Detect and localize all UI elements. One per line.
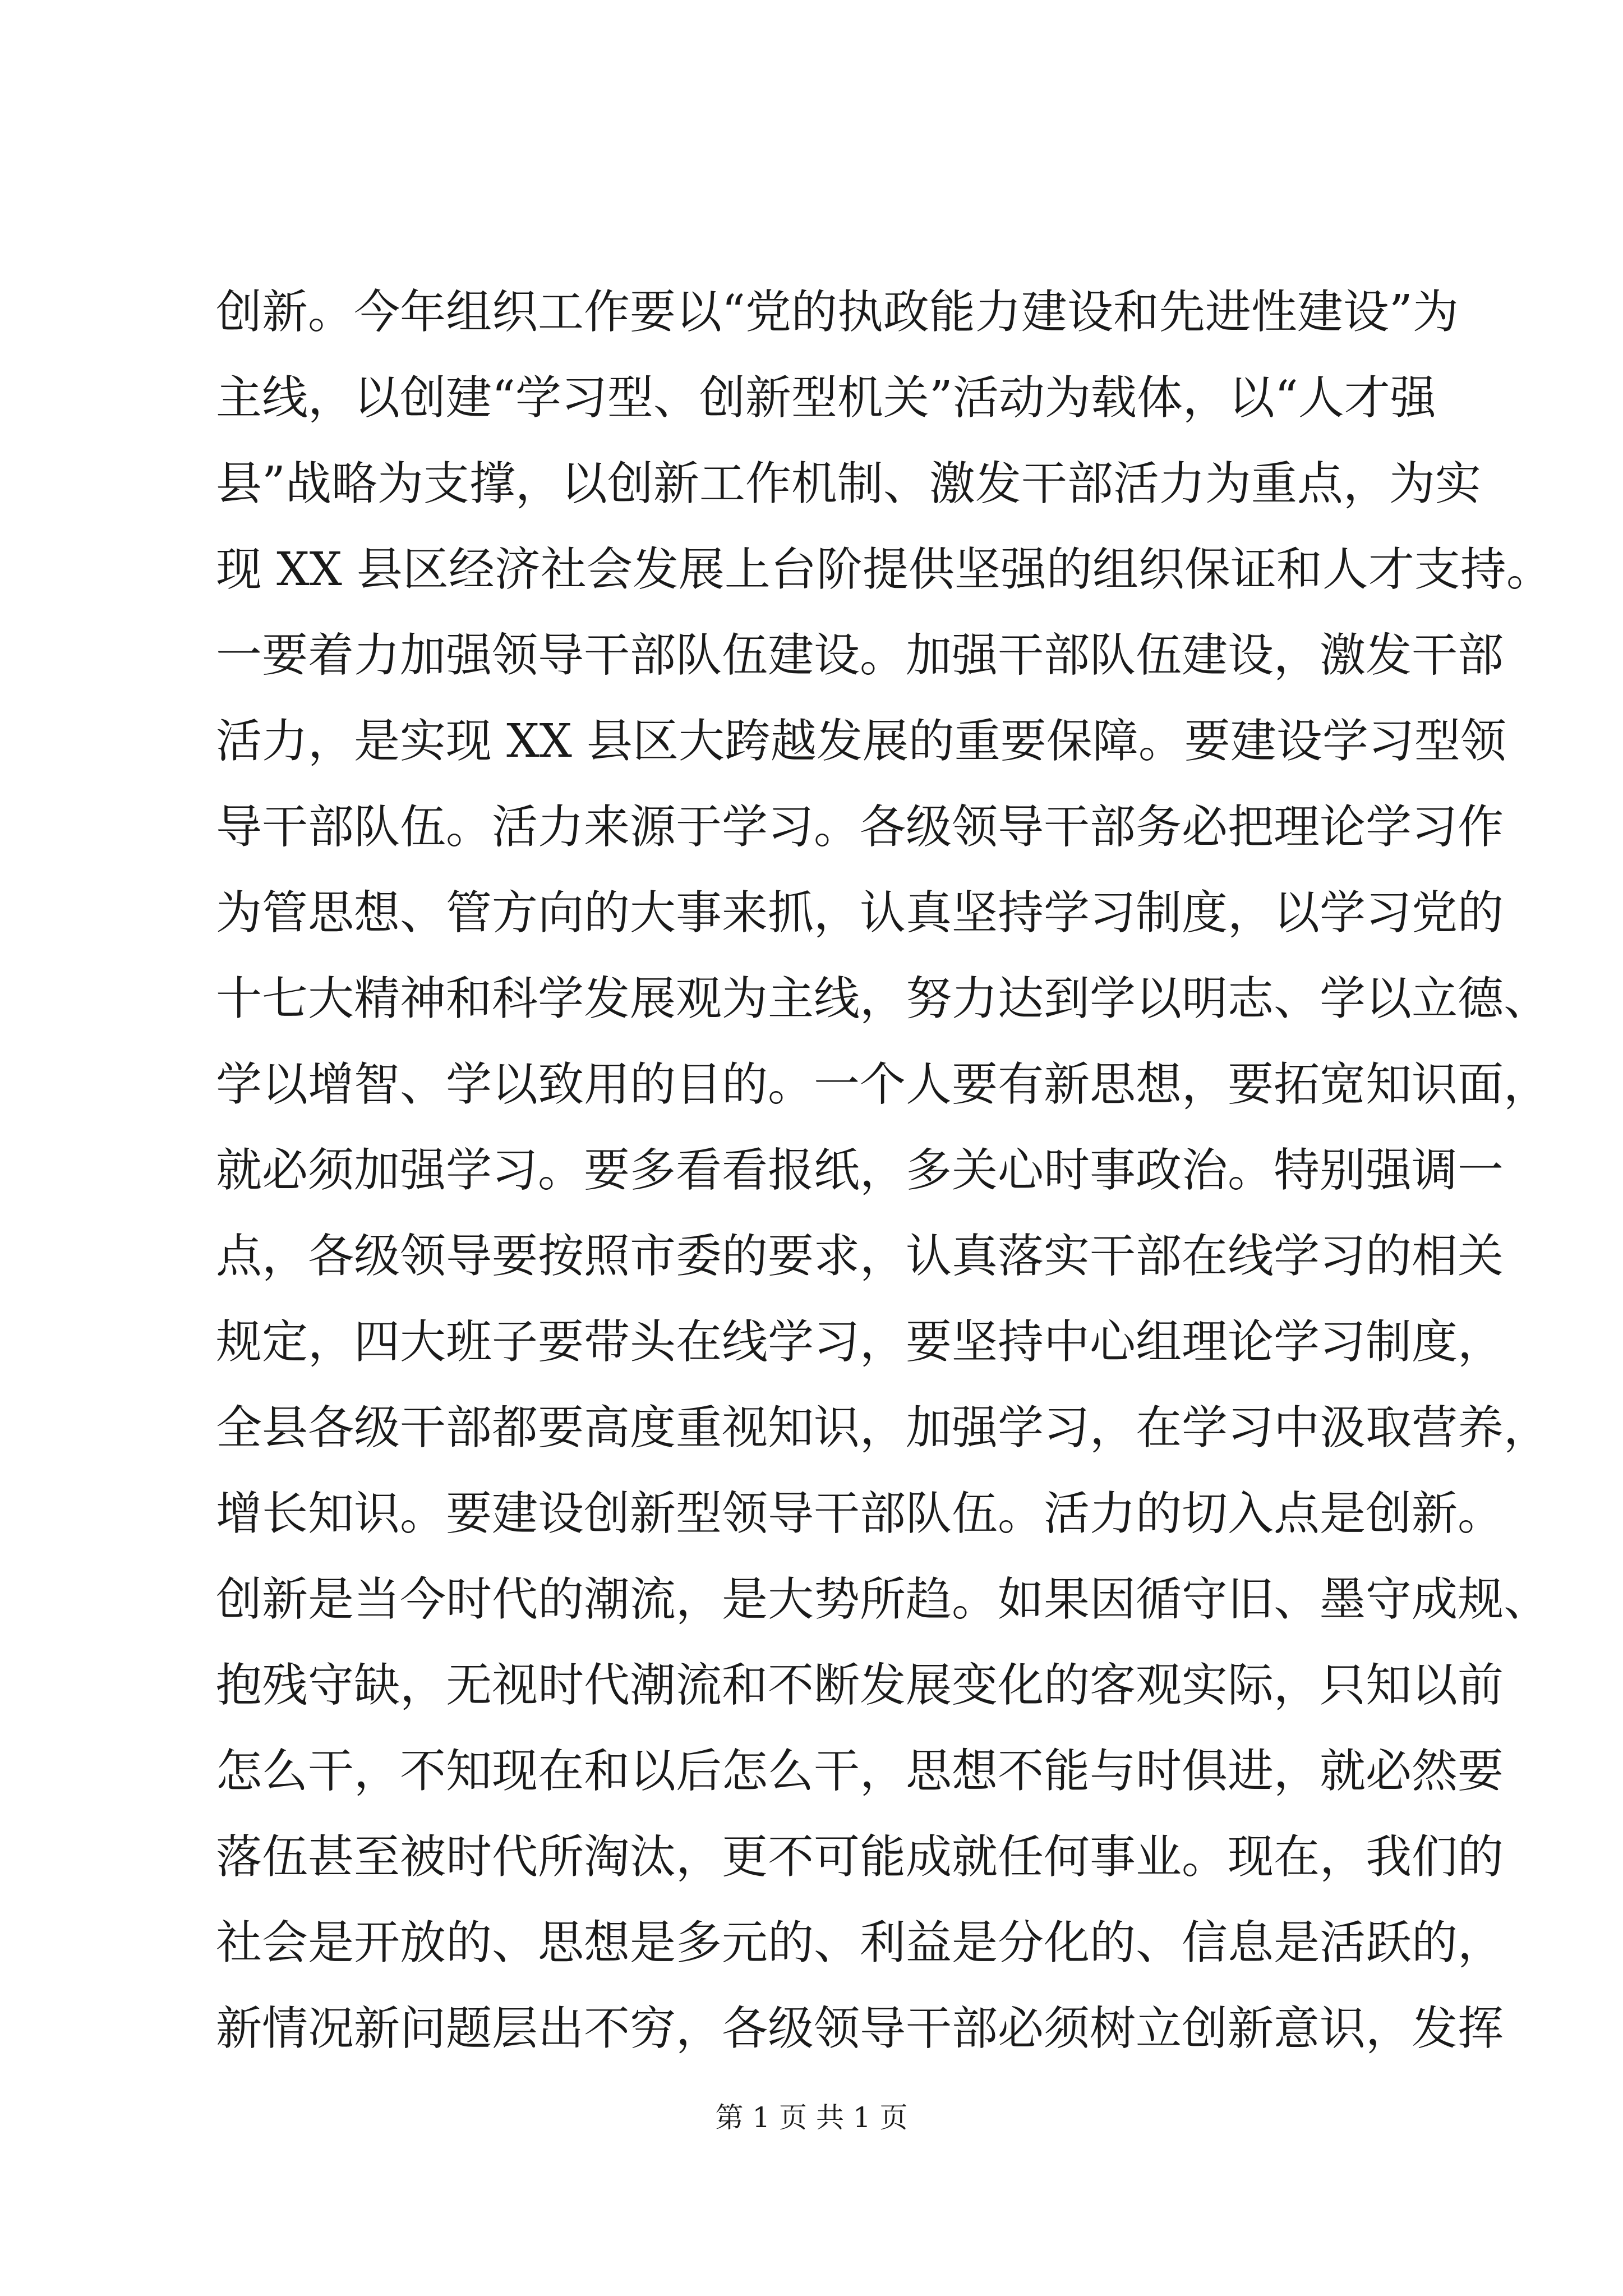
text-line: 创新是当今时代的潮流，是大势所趋。如果因循守旧、墨守成规、 [216, 1573, 1550, 1626]
text-line: 全县各级干部都要高度重视知识，加强学习，在学习中汲取营养， [216, 1401, 1550, 1455]
text-line: 十七大精神和科学发展观为主线，努力达到学以明志、学以立德、 [216, 972, 1550, 1025]
text-line: 一要着力加强领导干部队伍建设。加强干部队伍建设，激发干部 [216, 629, 1504, 682]
text-line: 增长知识。要建设创新型领导干部队伍。活力的切入点是创新。 [216, 1487, 1504, 1540]
text-line: 活力，是实现 XX 县区大跨越发展的重要保障。要建设学习型领 [216, 715, 1506, 768]
text-line: 社会是开放的、思想是多元的、利益是分化的、信息是活跃的， [216, 1916, 1504, 1970]
text-line: 县”战略为支撑，以创新工作机制、激发干部活力为重点，为实 [216, 457, 1481, 510]
page-footer: 第 1 页 共 1 页 [715, 2101, 908, 2134]
text-line: 主线，以创建“学习型、创新型机关”活动为载体，以“人才强 [216, 371, 1436, 425]
body-text [216, 269, 1552, 2072]
text-line: 学以增智、学以致用的目的。一个人要有新思想，要拓宽知识面， [216, 1058, 1550, 1111]
text-line: 现 XX 县区经济社会发展上台阶提供坚强的组织保证和人才支持。 [216, 543, 1552, 596]
text-line: 抱残守缺，无视时代潮流和不断发展变化的客观实际，只知以前 [216, 1659, 1504, 1712]
text-line: 创新。今年组织工作要以“党的执政能力建设和先进性建设”为 [216, 286, 1459, 339]
text-line: 就必须加强学习。要多看看报纸，多关心时事政治。特别强调一 [216, 1144, 1504, 1197]
text-line: 导干部队伍。活力来源于学习。各级领导干部务必把理论学习作 [216, 800, 1504, 854]
text-line: 点，各级领导要按照市委的要求，认真落实干部在线学习的相关 [216, 1230, 1504, 1283]
text-line: 为管思想、管方向的大事来抓，认真坚持学习制度，以学习党的 [216, 886, 1504, 940]
text-line: 落伍甚至被时代所淘汰，更不可能成就任何事业。现在，我们的 [216, 1830, 1504, 1884]
text-line: 新情况新问题层出不穷，各级领导干部必须树立创新意识，发挥 [216, 2002, 1504, 2055]
text-line: 怎么干，不知现在和以后怎么干，思想不能与时俱进，就必然要 [216, 1745, 1504, 1798]
text-line: 规定，四大班子要带头在线学习，要坚持中心组理论学习制度， [216, 1315, 1504, 1369]
